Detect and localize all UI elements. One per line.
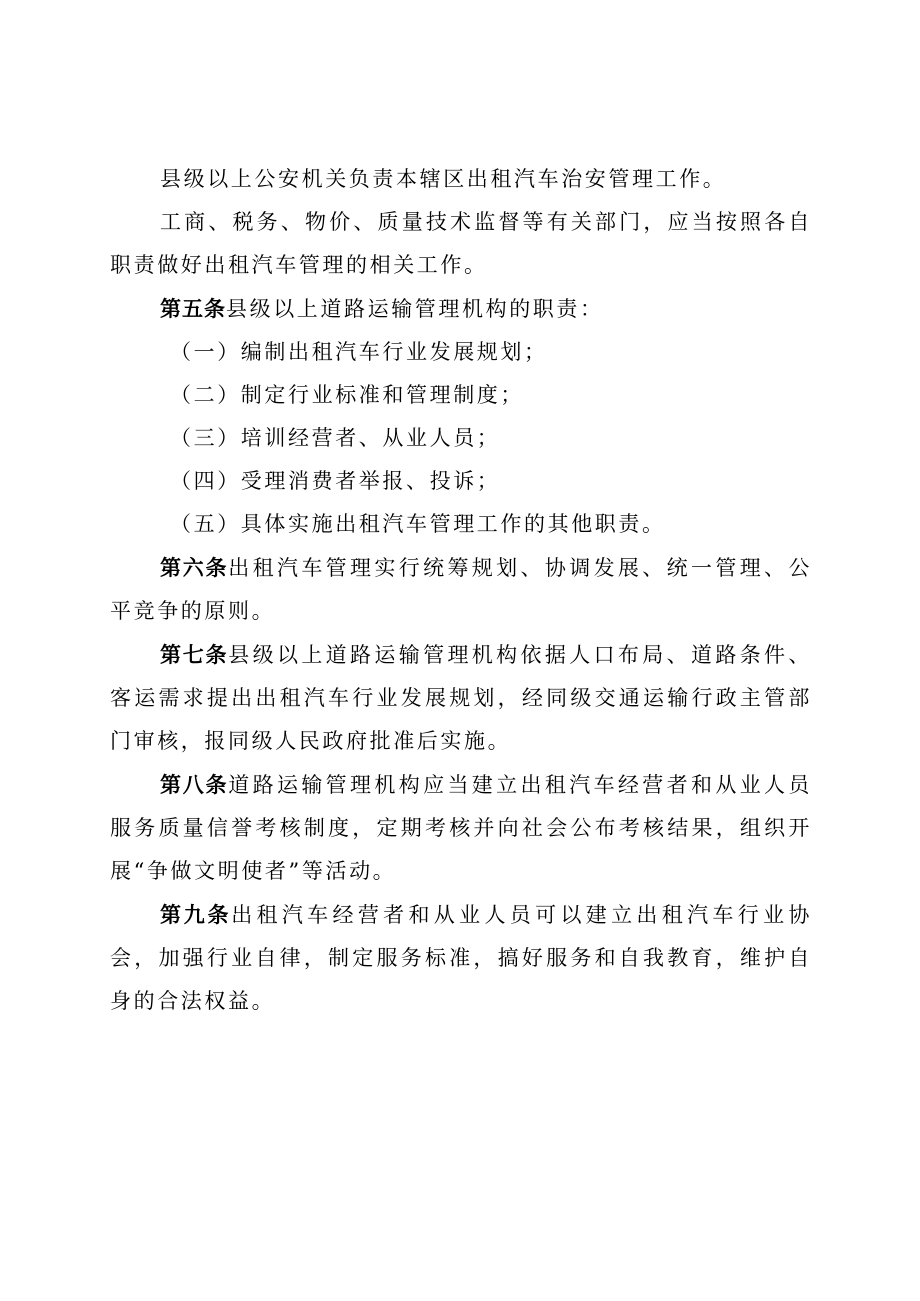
list-item: [110, 460, 812, 503]
article-text: 出租汽车管理实行统筹规划、协调发展、统一管理、公平竞争的原则。: [110, 556, 812, 623]
article-7: [110, 633, 812, 763]
list-item: [110, 331, 812, 374]
article-number: 第六条: [160, 555, 229, 580]
list-item: [110, 417, 812, 460]
article-text: 道路运输管理机构应当建立出租汽车经营者和从业人员服务质量信誉考核制度，定期考核并向社会公布考核结果，组织开展“争做文明使者”等活动。: [110, 773, 812, 883]
list-item-text: （一）编制出租汽车行业发展规划；: [170, 340, 548, 364]
list-item-text: （四）受理消费者举报、投诉；: [170, 469, 501, 493]
article-number: 第五条: [160, 296, 226, 321]
list-item: [110, 503, 812, 546]
article-9: [110, 893, 812, 1023]
paragraph-related-departments: [110, 201, 812, 287]
article-6: [110, 546, 812, 633]
paragraph-text: 县级以上公安机关负责本辖区出租汽车治安管理工作。: [160, 167, 727, 191]
article-8: [110, 763, 812, 893]
article-number: 第九条: [160, 902, 232, 927]
article-text: 县级以上道路运输管理机构的职责：: [226, 297, 604, 321]
article-text: 县级以上道路运输管理机构依据人口布局、道路条件、客运需求提出出租汽车行业发展规划，经同级交通运输行政主管部门审核，报同级人民政府批准后实施。: [110, 643, 812, 753]
list-item-text: （二）制定行业标准和管理制度；: [170, 383, 524, 407]
paragraph-public-security: [110, 158, 812, 201]
article-5: [110, 287, 812, 331]
list-item-text: （五）具体实施出租汽车管理工作的其他职责。: [170, 512, 666, 536]
article-number: 第七条: [160, 642, 229, 667]
paragraph-text: 工商、税务、物价、质量技术监督等有关部门，应当按照各自职责做好出租汽车管理的相关工作。: [110, 210, 812, 277]
list-item-text: （三）培训经营者、从业人员；: [170, 426, 501, 450]
article-number: 第八条: [160, 772, 229, 797]
list-item: [110, 374, 812, 417]
article-text: 出租汽车经营者和从业人员可以建立出租汽车行业协会，加强行业自律，制定服务标准，搞好服务和自我教育，维护自身的合法权益。: [110, 903, 812, 1013]
